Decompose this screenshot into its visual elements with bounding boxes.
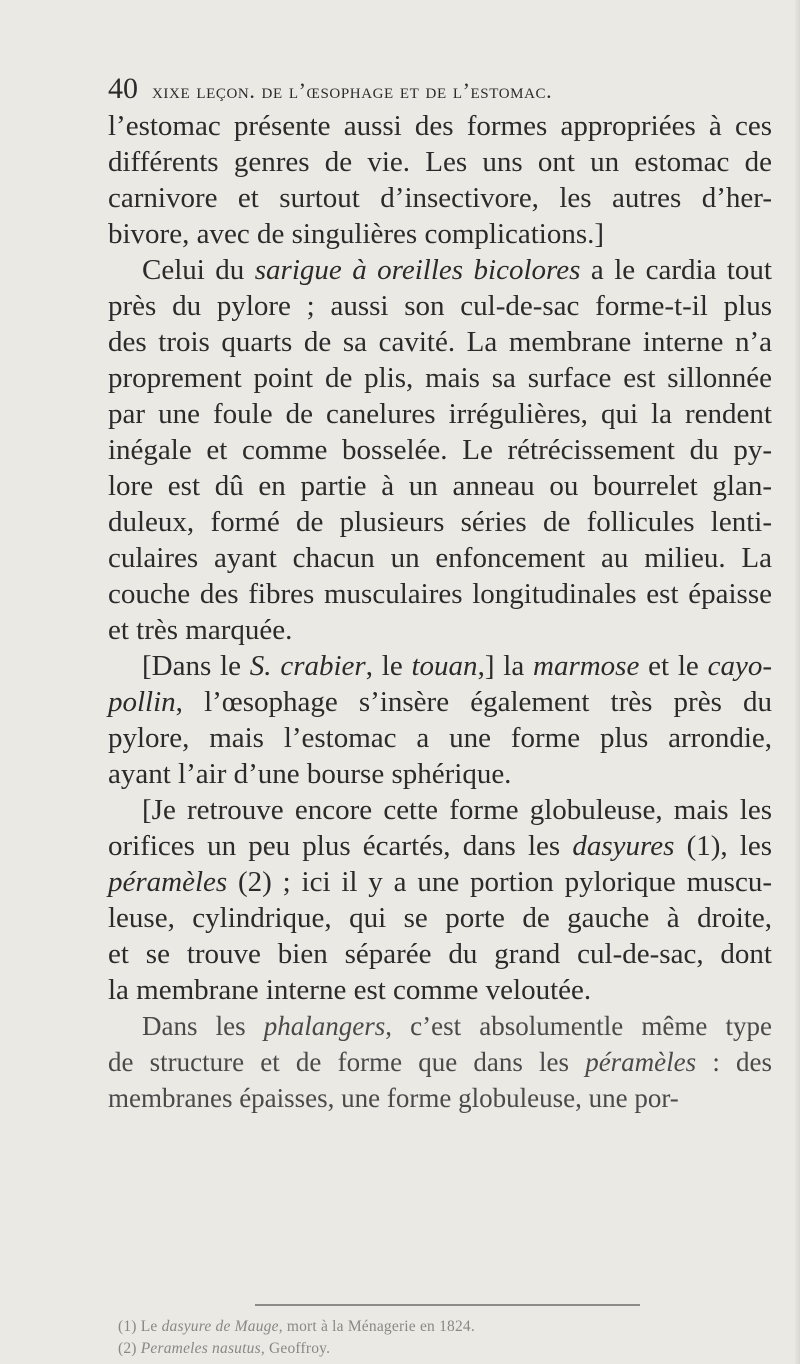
text-line	[108, 108, 772, 144]
italic-term: dasyure de Mauge	[161, 1318, 279, 1335]
text-run: par une foule de canelures irrégulières, qui la rendent	[108, 398, 772, 430]
text-run: bivore, avec de singulières complications.]	[108, 218, 605, 250]
text-run: Dans les	[142, 1011, 264, 1041]
text-run: (1), les	[674, 830, 772, 862]
text-run: ,] la	[477, 650, 533, 682]
italic-term: péramèles	[585, 1047, 697, 1077]
text-line	[108, 864, 772, 900]
text-line	[108, 252, 772, 288]
text-run: [Je retrouve encore cette forme globuleuse, mais les	[142, 794, 772, 826]
text-run: orifices un peu plus écartés, dans les	[108, 830, 573, 862]
text-line	[108, 288, 772, 324]
text-run: [Dans le	[142, 650, 250, 682]
italic-term: cayo-	[707, 650, 773, 682]
text-run: la membrane interne est comme veloutée.	[108, 974, 592, 1006]
text-run: lore est dû en partie à un anneau ou bourrelet glan-	[108, 470, 772, 502]
text-run: inégale et comme bosselée. Le rétrécissement du py-	[108, 434, 772, 466]
footnote-rule	[255, 1304, 640, 1306]
footnotes	[118, 1316, 738, 1360]
text-run: , l’œsophage s’insère également très près du	[175, 686, 772, 718]
text-run: leuse, cylindrique, qui se porte de gauche à droite,	[108, 902, 772, 934]
italic-term: sarigue à oreilles bicolores	[254, 254, 581, 286]
text-line	[108, 612, 772, 648]
paragraph	[108, 108, 772, 252]
text-line	[108, 432, 772, 468]
text-line	[108, 648, 772, 684]
text-line	[108, 216, 772, 252]
text-run: culaires ayant chacun un enfoncement au milieu. La	[108, 542, 772, 574]
italic-term: S. crabier	[249, 650, 366, 682]
text-run: et le	[639, 650, 708, 682]
running-head	[108, 72, 748, 108]
text-line	[108, 144, 772, 180]
text-line	[108, 900, 772, 936]
text-run: , le	[365, 650, 412, 682]
text-run: et très marquée.	[108, 614, 293, 646]
text-line	[108, 972, 772, 1008]
text-run: près du pylore ; aussi son cul-de-sac forme-t-il plus	[108, 290, 772, 322]
text-line	[108, 720, 772, 756]
italic-term: marmose	[533, 650, 640, 682]
running-title: xixe leçon. de l’œsophage et de l’estomac.	[152, 78, 553, 103]
text-run: , c’est absolumentle même type	[385, 1011, 773, 1041]
text-line	[108, 1008, 772, 1044]
text-run: (2)	[118, 1340, 141, 1357]
paragraph	[108, 792, 772, 1008]
text-line	[108, 576, 772, 612]
paragraph	[108, 1008, 772, 1116]
text-run: (1) Le	[118, 1318, 162, 1335]
page-number: 40	[108, 72, 138, 105]
italic-term: phalangers	[263, 1011, 386, 1041]
text-run: des trois quarts de sa cavité. La membrane interne n’a	[108, 326, 772, 358]
italic-term: dasyures	[572, 830, 675, 862]
text-line	[108, 828, 772, 864]
text-line	[108, 468, 772, 504]
text-line	[108, 684, 772, 720]
text-run: pylore, mais l’estomac a une forme plus arrondie,	[108, 722, 772, 754]
text-run: carnivore et surtout d’insectivore, les autres d’her-	[108, 182, 772, 214]
text-run: ayant l’air d’une bourse sphérique.	[108, 758, 512, 790]
text-line	[108, 396, 772, 432]
text-run: membranes épaisses, une forme globuleuse, une por-	[108, 1083, 679, 1113]
text-line	[108, 756, 772, 792]
text-run: différents genres de vie. Les uns ont un estomac de	[108, 146, 772, 178]
footnote	[118, 1338, 738, 1360]
text-run: couche des fibres musculaires longitudinales est épaisse	[108, 578, 772, 610]
text-run: a le cardia tout	[580, 254, 772, 286]
text-run: et se trouve bien séparée du grand cul-de-sac, dont	[108, 938, 772, 970]
text-line	[108, 1044, 772, 1080]
text-run: , mort à la Ménagerie en 1824.	[278, 1318, 475, 1335]
paragraph	[108, 648, 772, 792]
text-run: de structure et de forme que dans les	[108, 1047, 586, 1077]
text-line	[108, 324, 772, 360]
paragraph	[108, 252, 772, 648]
text-line	[108, 1080, 772, 1116]
text-run: , Geoffroy.	[260, 1340, 331, 1357]
text-line	[108, 936, 772, 972]
text-line	[108, 504, 772, 540]
text-line	[108, 792, 772, 828]
italic-term: pollin	[108, 686, 176, 718]
text-line	[108, 360, 772, 396]
text-run: proprement point de plis, mais sa surface est sillonnée	[108, 362, 772, 394]
body-text	[108, 108, 772, 1116]
italic-term: touan	[411, 650, 478, 682]
text-run: : des	[696, 1047, 772, 1077]
text-line	[108, 540, 772, 576]
text-line	[108, 180, 772, 216]
footnote	[118, 1316, 738, 1338]
page-edge-shadow	[794, 0, 800, 1364]
text-run: (2) ; ici il y a une portion pylorique muscu-	[227, 866, 772, 898]
text-run: duleux, formé de plusieurs séries de follicules lenti-	[108, 506, 772, 538]
text-run: Celui du	[142, 254, 255, 286]
italic-term: Perameles nasutus	[140, 1340, 261, 1357]
italic-term: péramèles	[108, 866, 228, 898]
text-run: l’estomac présente aussi des formes appropriées à ces	[108, 110, 772, 142]
